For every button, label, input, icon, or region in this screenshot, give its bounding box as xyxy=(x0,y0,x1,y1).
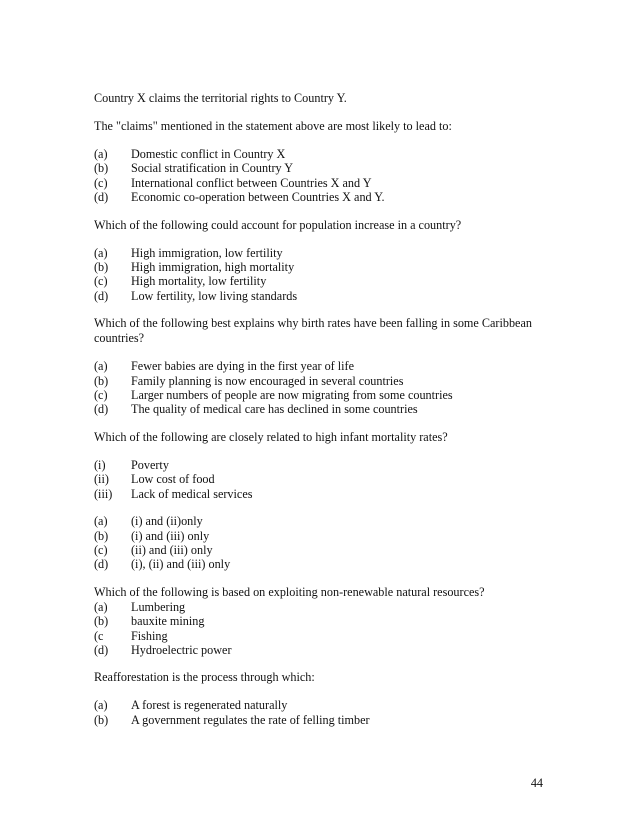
option-label: (b) xyxy=(94,373,109,388)
q1-stem: The "claims" mentioned in the statement above are most likely to lead to: xyxy=(94,119,452,133)
q2-option-c xyxy=(94,274,564,288)
q3-option-a xyxy=(94,359,564,373)
statement-label: (ii) xyxy=(94,472,109,487)
option-label: (d) xyxy=(94,642,109,657)
q5-option-a xyxy=(94,600,564,614)
q1-option-a xyxy=(94,147,564,161)
statement-text: Lack of medical services xyxy=(131,486,253,501)
q4-option-a xyxy=(94,514,564,528)
q5-options xyxy=(94,600,564,658)
option-text: (ii) and (iii) only xyxy=(131,542,213,557)
option-label: (a) xyxy=(94,359,108,374)
q1-option-d xyxy=(94,190,564,204)
statement-text: Low cost of food xyxy=(131,472,215,487)
q2-stem: Which of the following could account for population increase in a country? xyxy=(94,217,462,232)
option-text: Social stratification in Country Y xyxy=(131,161,294,176)
option-text: (i) and (iii) only xyxy=(131,528,210,543)
option-text: Lumbering xyxy=(131,599,186,614)
option-text: Domestic conflict in Country X xyxy=(131,147,286,161)
option-label: (b) xyxy=(94,614,109,629)
option-text: Hydroelectric power xyxy=(131,642,232,657)
q2-option-b xyxy=(94,260,564,274)
option-text: The quality of medical care has declined in some countries xyxy=(131,402,418,417)
option-text: (i) and (ii)only xyxy=(131,514,203,529)
q4-option-b xyxy=(94,529,564,543)
q4-option-d xyxy=(94,557,564,571)
option-label: (a) xyxy=(94,698,108,713)
option-label: (b) xyxy=(94,528,109,543)
q3-option-b xyxy=(94,374,564,388)
option-label: (b) xyxy=(94,161,109,176)
option-label: (d) xyxy=(94,288,109,303)
option-label: (c) xyxy=(94,175,108,190)
option-text: High immigration, low fertility xyxy=(131,245,283,260)
option-label: (a) xyxy=(94,599,108,614)
q5-option-c xyxy=(94,629,564,643)
option-text: bauxite mining xyxy=(131,614,205,629)
q5-stem: Which of the following is based on exploiting non-renewable natural resources? xyxy=(94,584,485,599)
option-label: (a) xyxy=(94,514,108,529)
option-text: Fishing xyxy=(131,628,168,643)
q2-option-a xyxy=(94,246,564,260)
option-label: (a) xyxy=(94,245,108,260)
option-text: International conflict between Countries X and Y xyxy=(131,175,372,190)
page-number: 44 xyxy=(530,776,543,790)
option-text: Low fertility, low living standards xyxy=(131,288,298,303)
option-text: High immigration, high mortality xyxy=(131,260,295,275)
option-label: (d) xyxy=(94,190,109,205)
q1-option-c xyxy=(94,176,564,190)
option-text: High mortality, low fertility xyxy=(131,274,267,289)
statement-label: (iii) xyxy=(94,486,113,501)
option-label: (d) xyxy=(94,402,109,417)
option-text: Economic co-operation between Countries X and Y. xyxy=(131,190,385,205)
statement-label: (i) xyxy=(94,457,106,472)
page-content xyxy=(94,91,564,727)
q5-option-b xyxy=(94,614,564,628)
option-text: Family planning is now encouraged in several countries xyxy=(131,373,404,388)
option-text: A government regulates the rate of felling timber xyxy=(131,712,370,727)
q3-option-d xyxy=(94,402,564,416)
q6-option-b xyxy=(94,713,564,727)
q4-option-c xyxy=(94,543,564,557)
q3-option-c xyxy=(94,388,564,402)
q3-stem-line-2: countries? xyxy=(94,331,145,346)
q4-stem: Which of the following are closely related to high infant mortality rates? xyxy=(94,429,448,444)
q4-statement-i xyxy=(94,458,564,472)
option-label: (c xyxy=(94,628,104,643)
q1-statement: Country X claims the territorial rights to Country Y. xyxy=(94,91,347,105)
option-label: (c) xyxy=(94,542,108,557)
q4-statements xyxy=(94,458,564,501)
option-text: A forest is regenerated naturally xyxy=(131,698,288,713)
option-label: (b) xyxy=(94,260,109,275)
option-label: (a) xyxy=(94,147,108,161)
q6-option-a xyxy=(94,698,564,712)
q2-option-d xyxy=(94,289,564,303)
option-label: (c) xyxy=(94,274,108,289)
q5-option-d xyxy=(94,643,564,657)
q3-options xyxy=(94,359,564,417)
option-label: (d) xyxy=(94,557,109,572)
q3-stem-line-1: Which of the following best explains why birth rates have been falling in some Caribbean xyxy=(94,316,532,331)
q4-statement-iii xyxy=(94,487,564,501)
statement-text: Poverty xyxy=(131,457,169,472)
q2-options xyxy=(94,246,564,304)
q4-options xyxy=(94,514,564,572)
q4-statement-ii xyxy=(94,472,564,486)
q1-option-b xyxy=(94,161,564,175)
option-text: (i), (ii) and (iii) only xyxy=(131,557,231,572)
q1-options xyxy=(94,147,564,205)
option-text: Fewer babies are dying in the first year of life xyxy=(131,359,355,374)
option-label: (c) xyxy=(94,388,108,403)
option-label: (b) xyxy=(94,712,109,727)
q6-stem: Reafforestation is the process through which: xyxy=(94,670,315,685)
q6-options xyxy=(94,698,564,727)
option-text: Larger numbers of people are now migrating from some countries xyxy=(131,388,453,403)
